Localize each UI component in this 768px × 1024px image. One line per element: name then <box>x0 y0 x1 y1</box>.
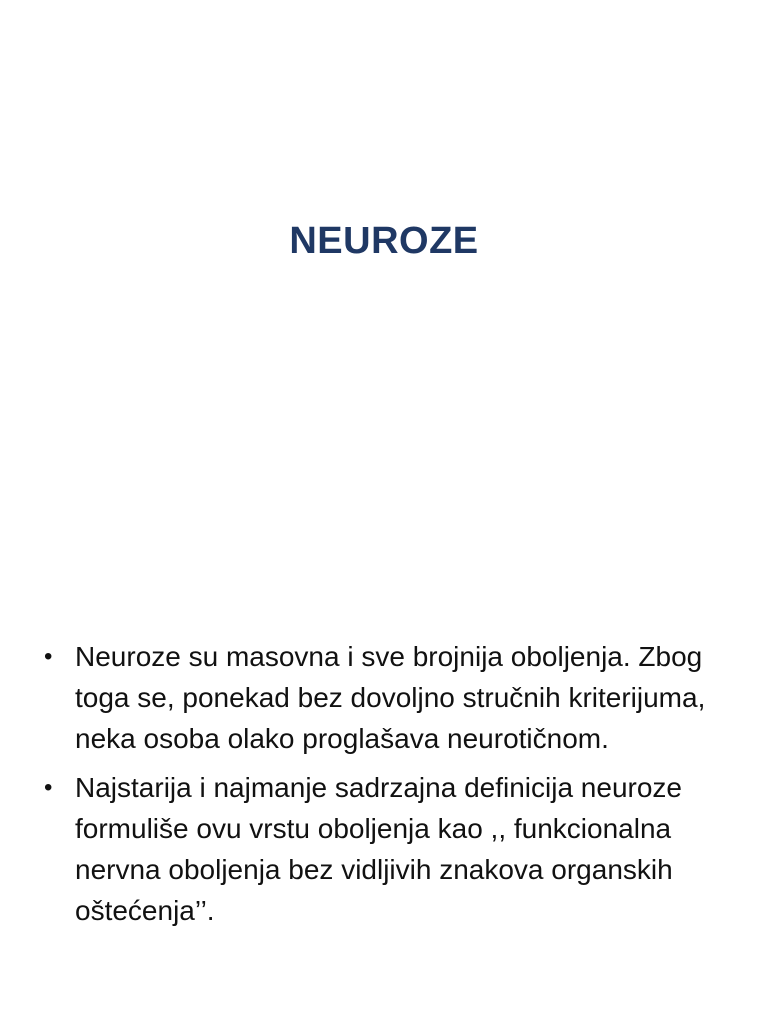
bullet-list <box>40 636 740 939</box>
bullet-text: Najstarija i najmanje sadrzajna definicija neuroze formuliše ovu vrstu oboljenja kao ,, funkcionalna nervna oboljenja bez vidljivih znakova organskih oštećenja’’. <box>75 772 682 926</box>
bullet-item <box>40 636 740 759</box>
slide-title: NEUROZE <box>289 220 479 262</box>
bullet-dot-icon: • <box>44 643 53 670</box>
bullet-text: Neuroze su masovna i sve brojnija oboljenja. Zbog toga se, ponekad bez dovoljno stručnih kriterijuma, neka osoba olako proglašava neurotičnom. <box>75 641 706 754</box>
bullet-item <box>40 767 740 931</box>
bullet-dot-icon: • <box>44 774 53 801</box>
